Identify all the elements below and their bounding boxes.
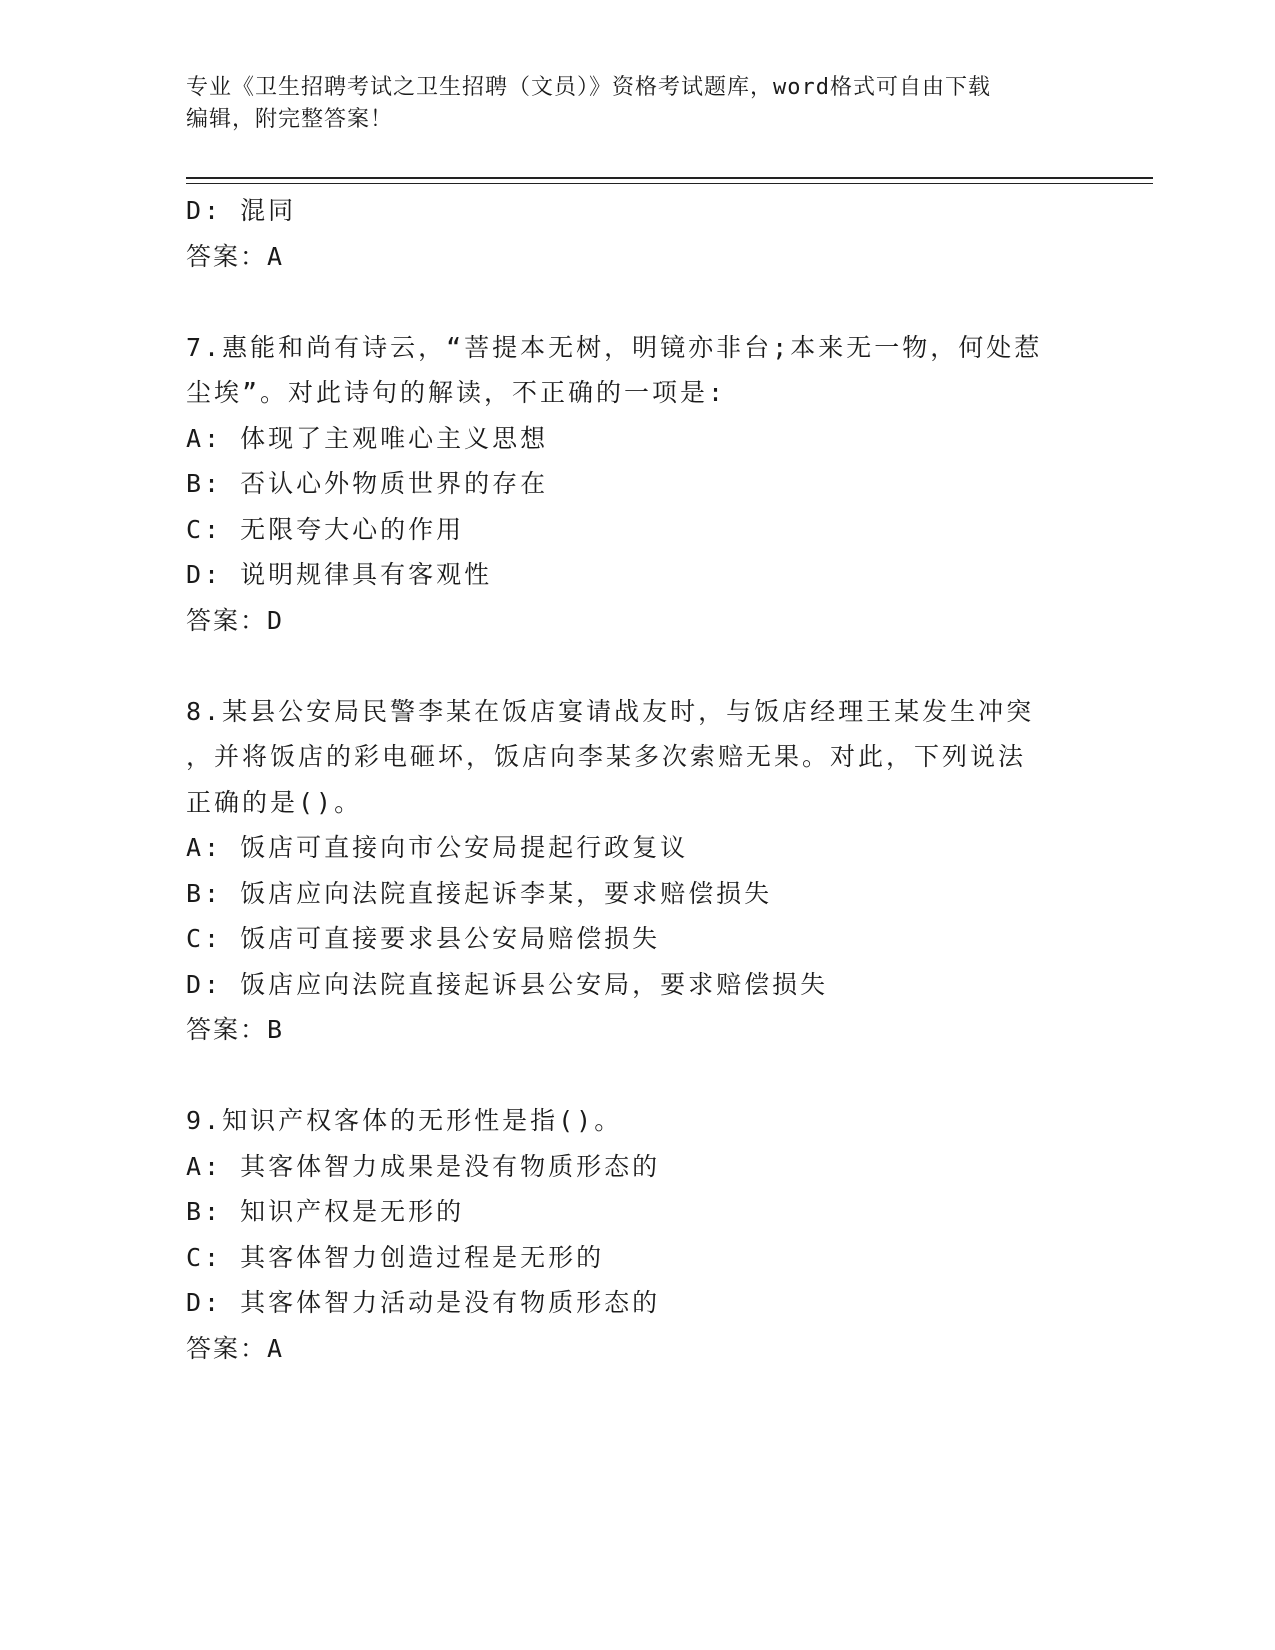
option-b: B: 知识产权是无形的 [186, 1197, 465, 1226]
question-7 [186, 325, 1086, 644]
question-stem-line: ，并将饭店的彩电砸坏，饭店向李某多次索赔无果。对此，下列说法 [186, 742, 1027, 771]
answer-value: A [267, 241, 284, 271]
header-divider-thin [186, 183, 1153, 184]
question-stem-line: 8.某县公安局民警李某在饭店宴请战友时，与饭店经理王某发生冲突 [186, 696, 1035, 726]
question-spacer [186, 1053, 1086, 1099]
option-c: C: 其客体智力创造过程是无形的 [186, 1242, 605, 1272]
question-8 [186, 689, 1086, 1053]
option-a: A: 饭店可直接向市公安局提起行政复议 [186, 833, 689, 862]
page-header [186, 72, 1066, 136]
answer-line [186, 598, 1086, 644]
question-spacer [186, 643, 1086, 689]
option-c: C: 饭店可直接要求县公安局赔偿损失 [186, 924, 661, 953]
option-d: D: 说明规律具有客观性 [186, 560, 493, 589]
answer-line [186, 234, 1086, 280]
answer-line [186, 1007, 1086, 1053]
answer-line [186, 1326, 1086, 1372]
option-a: A: 其客体智力成果是没有物质形态的 [186, 1151, 661, 1181]
question-list [186, 188, 1086, 1371]
answer-label: 答案： [186, 605, 268, 635]
header-line-2: 编辑，附完整答案！ [186, 107, 394, 132]
question-stem-line: 9.知识产权客体的无形性是指()。 [186, 1106, 623, 1135]
answer-value: B [267, 1015, 284, 1044]
answer-value: A [267, 1333, 284, 1363]
option-d: D: 混同 [186, 196, 297, 225]
option-b: B: 饭店应向法院直接起诉李某，要求赔偿损失 [186, 878, 773, 908]
question-stem-line: 正确的是()。 [186, 787, 363, 817]
header-line-1: 专业《卫生招聘考试之卫生招聘（文员）》资格考试题库，word格式可自由下载 [186, 75, 991, 100]
answer-label: 答案： [186, 241, 268, 271]
option-a: A: 体现了主观唯心主义思想 [186, 423, 549, 453]
question-9 [186, 1098, 1086, 1371]
option-b: B: 否认心外物质世界的存在 [186, 469, 549, 498]
option-c: C: 无限夸大心的作用 [186, 514, 465, 544]
option-d: D: 其客体智力活动是没有物质形态的 [186, 1288, 661, 1317]
answer-label: 答案： [186, 1333, 268, 1363]
header-divider-thick [186, 177, 1153, 179]
answer-label: 答案： [186, 1015, 268, 1044]
question-spacer [186, 279, 1086, 325]
question-stem-line: 尘埃”。对此诗句的解读，不正确的一项是: [186, 378, 727, 407]
answer-value: D [267, 605, 284, 635]
option-d: D: 饭店应向法院直接起诉县公安局，要求赔偿损失 [186, 969, 829, 999]
question-stem-line: 7.惠能和尚有诗云，“菩提本无树，明镜亦非台;本来无一物，何处惹 [186, 332, 1043, 362]
